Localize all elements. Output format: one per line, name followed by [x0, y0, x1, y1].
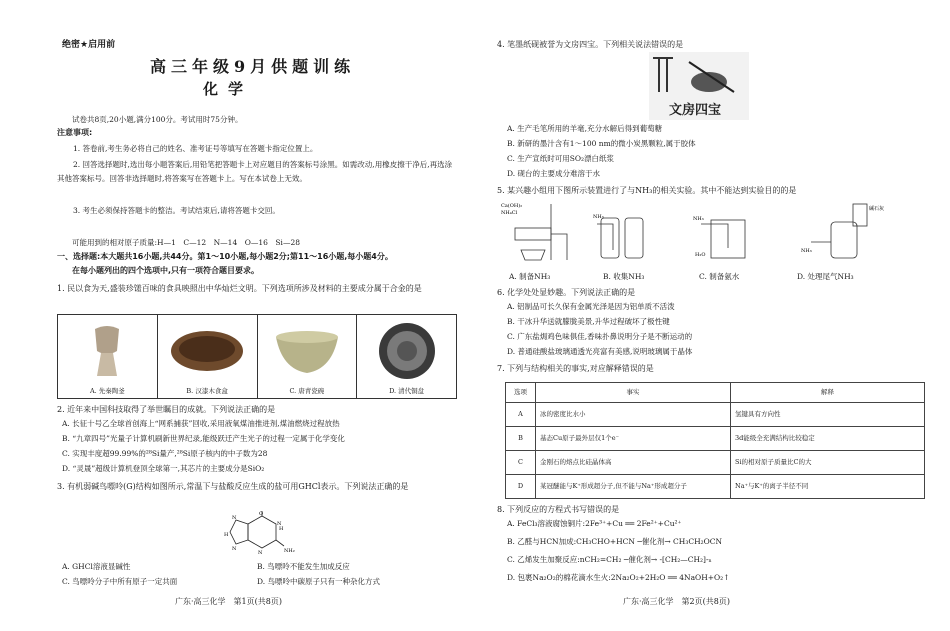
- question-5-option-a: A. 制备NH₃: [509, 272, 551, 281]
- table-row: [506, 475, 925, 499]
- question-6-option-c: C. 广东盐焗鸡色味俱佳,香味扑鼻说明分子是不断运动的: [507, 332, 693, 341]
- struct-atom-n: N: [232, 515, 237, 521]
- question-6-option-b: B. 干冰升华送就朦胧美景,升华过程破坏了极性键: [507, 317, 670, 326]
- label-nh4cl: NH₄Cl: [501, 210, 518, 216]
- table-cell: Si的相对原子质量比C的大: [731, 451, 925, 475]
- struct-atom-n: N: [258, 550, 263, 556]
- exam-info: 试卷共8页,20小题,满分100分。考试用时75分钟。: [72, 115, 243, 124]
- question-3-option-c: C. 鸟嘌呤分子中所有原子一定共面: [62, 577, 178, 586]
- question-6-option-d: D. 普通硅酸盐玻璃通透光亮富有美感,说明玻璃属于晶体: [507, 347, 693, 356]
- four-treasures-image: [649, 52, 749, 120]
- section-instruction: 在每小题列出的四个选项中,只有一项符合题目要求。: [72, 266, 260, 275]
- question-6-option-a: A. 铝制品可长久保有金属光泽是因为铝单质不活泼: [507, 302, 675, 311]
- table-row: [506, 403, 925, 427]
- option-b-caption: B. 汉漆木食盒: [186, 386, 228, 395]
- table-cell: 基态Cu原子最外层仅1个e⁻: [536, 427, 731, 451]
- table-row: [506, 427, 925, 451]
- pottery-cauldron-icon: [87, 321, 127, 381]
- notice-item: 1. 答卷前,考生务必将自己的姓名、准考证号等填写在答题卡指定位置上。: [73, 144, 318, 153]
- guanine-structure-diagram: [222, 510, 302, 556]
- question-1-image-row: [57, 314, 457, 399]
- question-8-stem: 8. 下列反应的方程式书写错误的是: [497, 505, 620, 514]
- question-5-stem: 5. 某兴趣小组用下图所示装置进行了与NH₃的相关实验。其中不能达到实验目的的是: [497, 186, 797, 195]
- notice-item: 2. 回答选择题时,选出每小题答案后,用铅笔把答题卡上对应题目的答案标号涂黑。如需改动,用橡皮擦干净后,再选涂其他答案标号。回答非选择题时,将答案写在答题卡上。写在本试卷上无效。: [57, 160, 453, 183]
- label-nh3: NH₃: [593, 214, 604, 220]
- secret-label: 绝密★启用前: [62, 40, 116, 50]
- table-row: [506, 451, 925, 475]
- atomic-mass-line: 可能用到的相对原子质量:H—1 C—12 N—14 O—16 Si—28: [72, 238, 300, 247]
- option-b-cell: [158, 315, 258, 398]
- table-header-cell: 选项: [506, 383, 536, 403]
- table-cell: 某冠醚能与K⁺形成超分子,但不能与Na⁺形成超分子: [536, 475, 731, 499]
- label-nh3: NH₃: [693, 216, 704, 222]
- question-8-option-a: A. FeCl₃溶液腐蚀铜片:2Fe³⁺+Cu ══ 2Fe²⁺+Cu²⁺: [507, 519, 682, 528]
- table-cell: D: [506, 475, 536, 499]
- right-page: [475, 0, 950, 631]
- question-8-option-b: B. 乙醛与HCN加成:CH₃CHO+HCN ─催化剂→ CH₃CH₂OCN: [507, 537, 723, 546]
- notice-item: 3. 考生必须保持答题卡的整洁。考试结束后,请将答题卡交回。: [73, 206, 280, 215]
- option-a-cell: [58, 315, 158, 398]
- label-caoh2: Ca(OH)₂: [501, 203, 523, 209]
- table-cell: 3d能级全充满结构比较稳定: [731, 427, 925, 451]
- table-header-row: [506, 383, 925, 403]
- ammonia-apparatus-diagram: [501, 200, 921, 268]
- option-a-caption: A. 先秦陶釜: [89, 386, 125, 395]
- option-c-cell: [258, 315, 358, 398]
- question-5-option-c: C. 制备氨水: [699, 272, 740, 281]
- option-c-caption: C. 唐青瓷碗: [289, 386, 325, 395]
- struct-atom-n: N: [232, 546, 237, 552]
- question-3-option-b: B. 鸟嘌呤不能发生加成反应: [257, 562, 350, 571]
- celadon-bowl-icon: [272, 321, 342, 381]
- label-soda-lime: 碱石灰: [869, 206, 885, 212]
- table-header-cell: 事实: [536, 383, 731, 403]
- table-cell: 金刚石的熔点比硅晶体高: [536, 451, 731, 475]
- label-nh3: NH₃: [801, 248, 812, 254]
- four-treasures-text: 文房四宝: [669, 103, 722, 118]
- struct-atom-n: N: [277, 521, 282, 527]
- table-cell: B: [506, 427, 536, 451]
- struct-atom-o: O: [259, 511, 264, 517]
- question-1-stem: 1. 民以食为天,盛装珍馐百味的食具映照出中华灿烂文明。下列选项所涉及材料的主要成分属于合金的是: [57, 284, 422, 293]
- notice-heading: 注意事项:: [57, 128, 93, 137]
- question-2-option-d: D. “灵晟”超级计算机登顶全球第一,其芯片的主要成分是SiO₂: [62, 464, 265, 473]
- bronze-plate-icon: [375, 321, 439, 381]
- section-heading: 一、选择题:本大题共16小题,共44分。第1～10小题,每小题2分;第11～16小题,每小题4分。: [57, 252, 393, 261]
- lacquer-box-icon: [167, 321, 247, 381]
- question-5-option-b: B. 收集NH₃: [603, 272, 645, 281]
- question-4-stem: 4. 笔墨纸砚被誉为文房四宝。下列相关说法错误的是: [497, 40, 684, 49]
- question-3-option-a: A. GHCl溶液显碱性: [62, 562, 131, 571]
- struct-atom-h: H: [279, 526, 284, 532]
- question-4-option-b: B. 新研的墨汁含有1～100 nm的微小炭黑颗粒,属于胶体: [507, 139, 696, 148]
- label-h2o: H₂O: [695, 252, 706, 258]
- question-4-option-c: C. 生产宣纸时可用SO₂漂白纸浆: [507, 154, 615, 163]
- question-6-stem: 6. 化学处处显妙趣。下列说法正确的是: [497, 288, 636, 297]
- question-8-option-c: C. 乙烯发生加聚反应:nCH₂=CH₂ ─催化剂→ -[CH₂—CH₂]-ₙ: [507, 555, 712, 564]
- option-d-caption: D. 清代铜盘: [389, 386, 425, 395]
- question-4-option-a: A. 生产毛笔所用的羊毫,充分水解后得到葡萄糖: [507, 124, 663, 133]
- question-5-option-d: D. 处理尾气NH₃: [797, 272, 854, 281]
- question-2-option-c: C. 实现丰度超99.99%的²⁸Si量产,²⁸Si原子核内的中子数为28: [62, 449, 268, 458]
- exam-subject: 化学: [203, 80, 254, 98]
- question-2-option-a: A. 长征十号乙全球首创海上“网系捕获”回收,采用液氧煤油推进剂,煤油燃烧过程放热: [62, 419, 340, 428]
- table-cell: C: [506, 451, 536, 475]
- option-d-cell: [357, 315, 456, 398]
- table-header-cell: 解释: [731, 383, 925, 403]
- question-7-table: [505, 382, 925, 499]
- question-3-stem: 3. 有机弱碱鸟嘌呤(G)结构如图所示,常温下与盐酸反应生成的盐可用GHCl表示。下列说法正确的是: [57, 482, 409, 491]
- table-cell: A: [506, 403, 536, 427]
- question-8-option-d: D. 包裹Na₂O₂的棉花滴水生火:2Na₂O₂+2H₂O ══ 4NaOH+O₂↑: [507, 573, 730, 582]
- struct-group-nh2: NH₂: [284, 548, 295, 554]
- page-footer: 广东·高三化学 第2页(共8页): [623, 597, 730, 606]
- table-cell: 冰的密度比水小: [536, 403, 731, 427]
- question-2-option-b: B. “九章四号”光量子计算机刷新世界纪录,能级跃迁产生光子的过程一定属于化学变化: [62, 434, 345, 443]
- question-3-option-d: D. 鸟嘌呤中碳原子只有一种杂化方式: [257, 577, 381, 586]
- question-4-option-d: D. 砚台的主要成分难溶于水: [507, 169, 601, 178]
- struct-atom-h: H: [224, 532, 229, 538]
- question-2-stem: 2. 近年来中国科技取得了举世瞩目的成就。下列说法正确的是: [57, 405, 276, 414]
- page-footer: 广东·高三化学 第1页(共8页): [175, 597, 282, 606]
- table-cell: Na⁺与K⁺的离子半径不同: [731, 475, 925, 499]
- table-cell: 氢键具有方向性: [731, 403, 925, 427]
- question-7-stem: 7. 下列与结构相关的事实,对应解释错误的是: [497, 364, 654, 373]
- exam-title: 高三年级9月供题训练: [150, 57, 356, 76]
